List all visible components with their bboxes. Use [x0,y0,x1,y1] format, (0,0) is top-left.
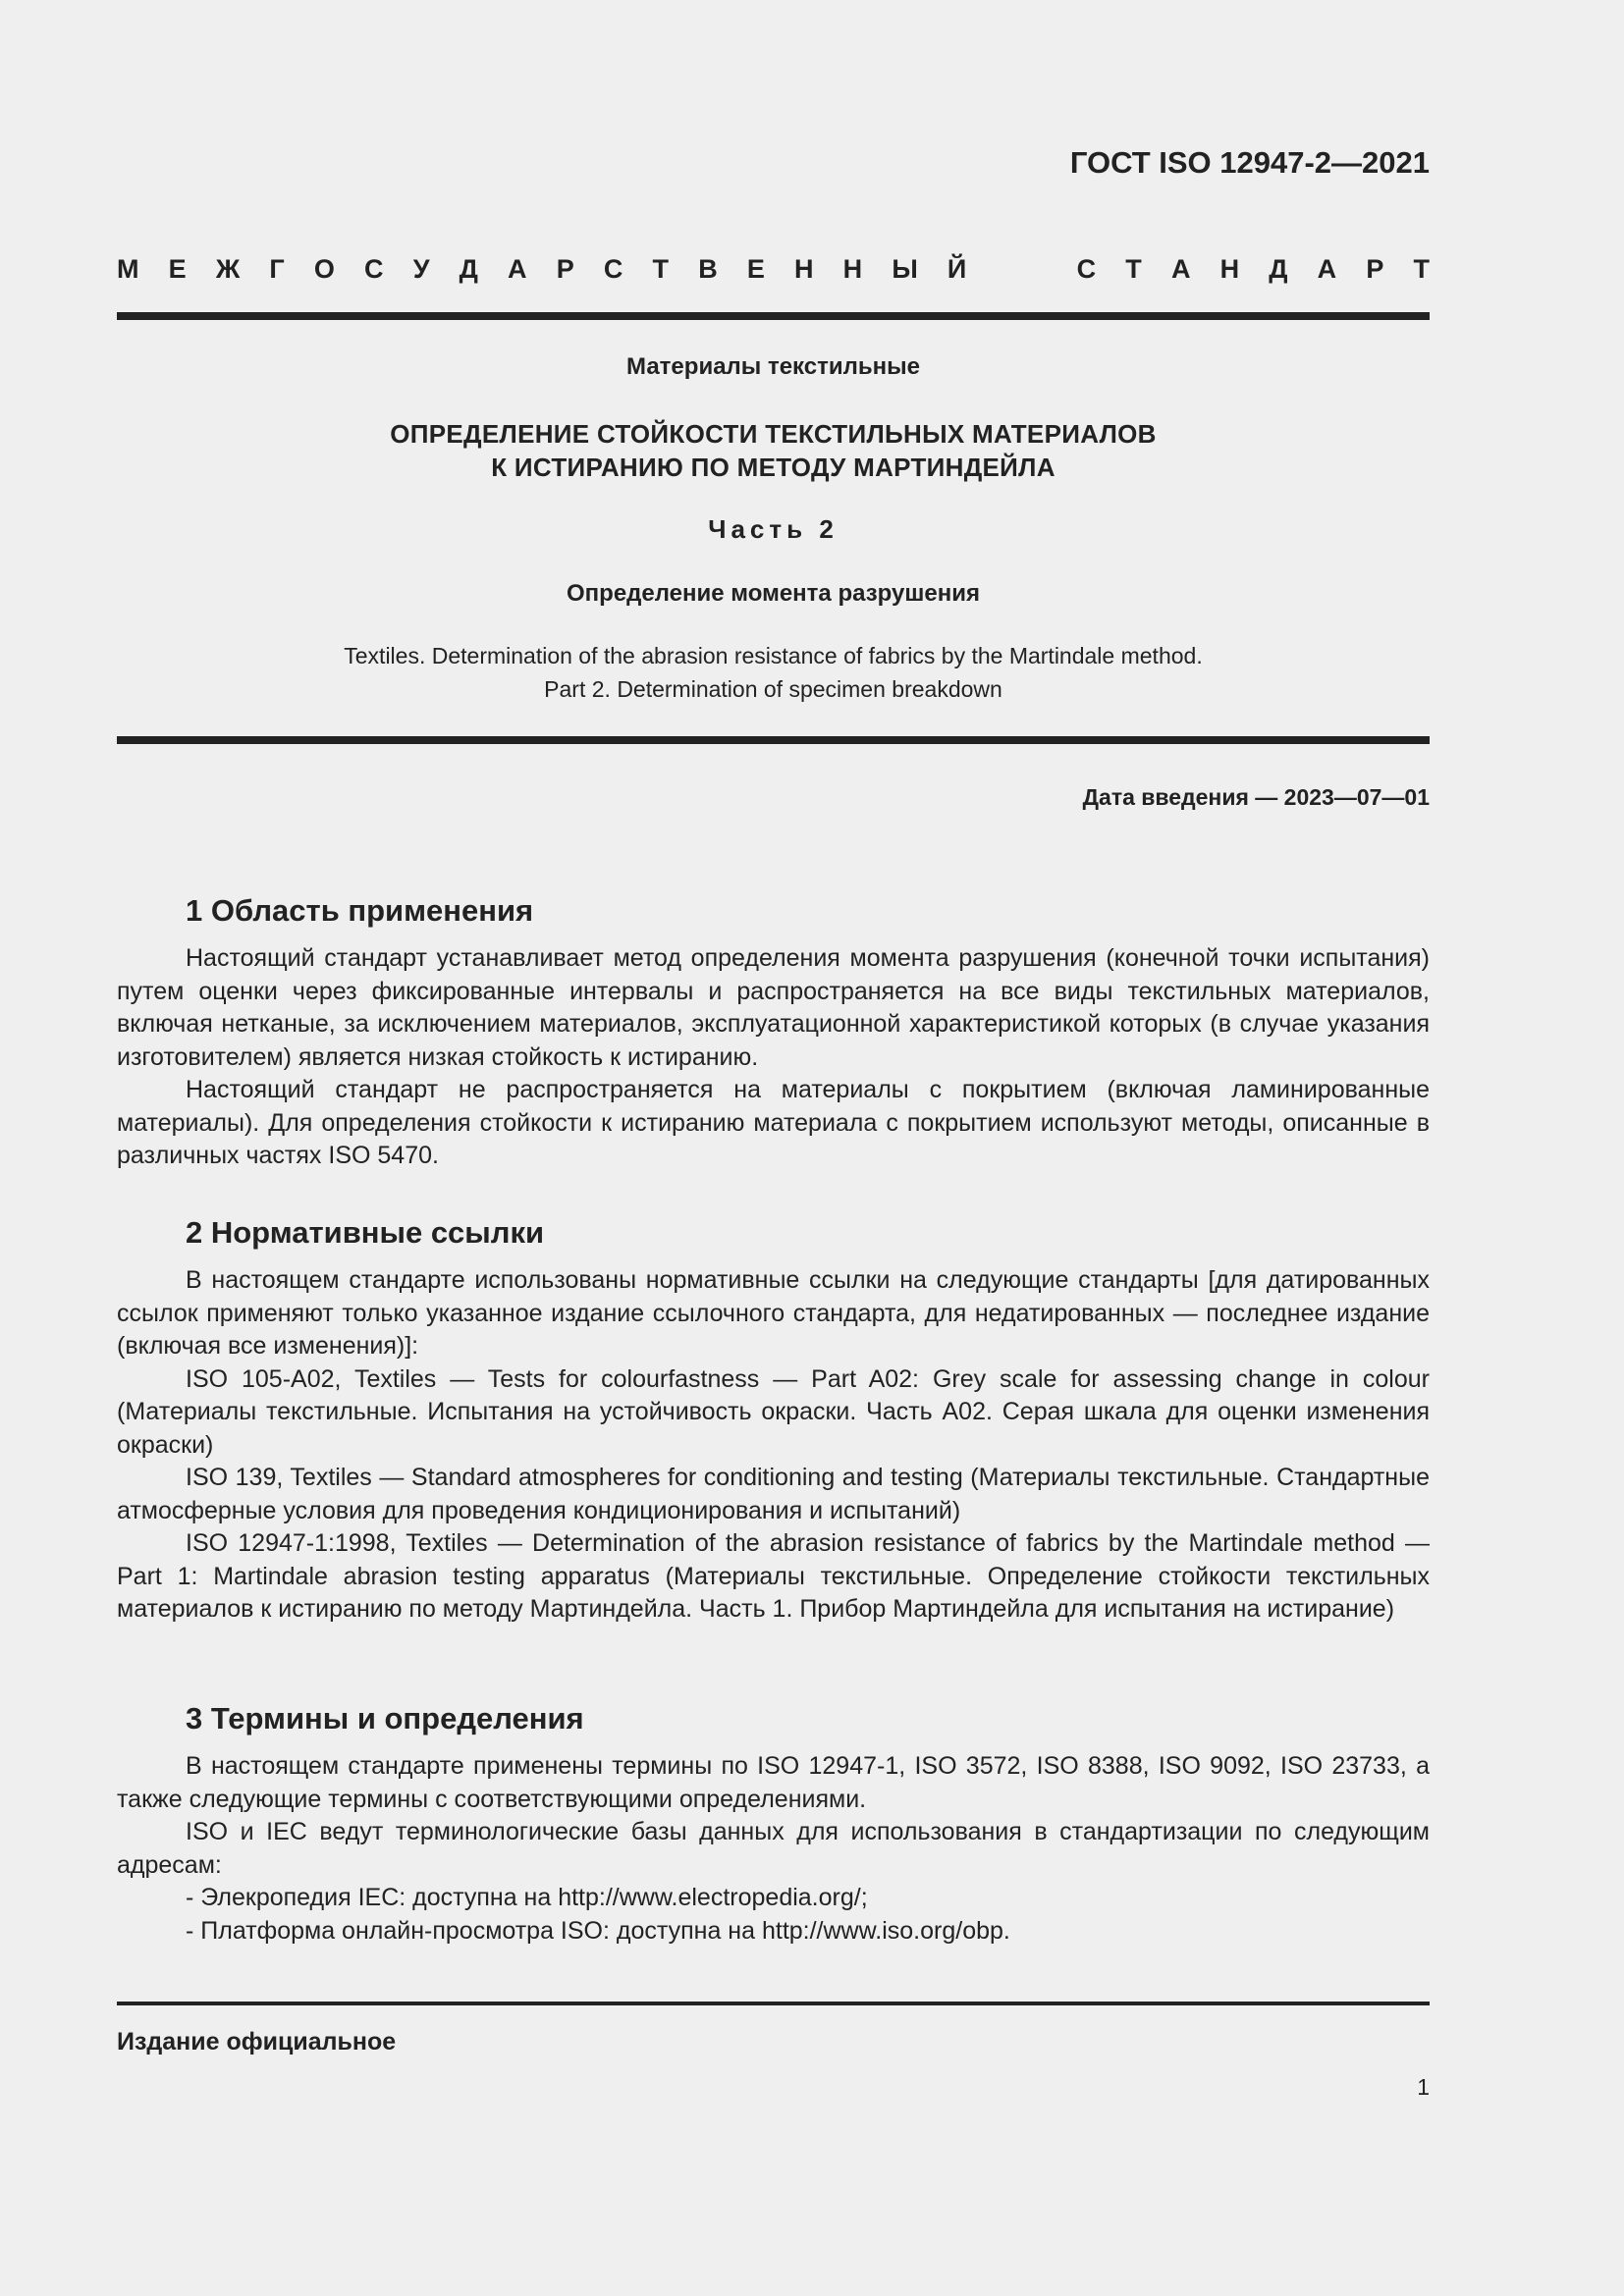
part-label: Часть 2 [708,514,839,544]
paragraph: В настоящем стандарте применены термины по ISO 12947-1, ISO 3572, ISO 8388, ISO 9092, ISO 23733, а также следующие термины с соответствующими определениями. [117,1752,1430,1813]
header-letter: Д [459,254,478,284]
header-letter: С [603,254,623,284]
header-letter: У [412,254,430,284]
header-letter: Р [556,254,574,284]
paragraph: Настоящий стандарт не распространяется на материалы с покрытием (включая ламинированные материалы). Для определения стойкости к истиранию материала с покрытием используют методы, описанные в различных частях ISO 5470. [117,1076,1430,1169]
paragraph: В настоящем стандарте использованы нормативные ссылки на следующие стандарты [для датированных ссылок применяют только указанное издание ссылочного стандарта, для недатированных — последнее издание (включая все изменения)]: [117,1266,1430,1360]
english-title-line-1: Textiles. Determination of the abrasion resistance of fabrics by the Martindale method. [344,643,1203,668]
header-letter: Н [794,254,814,284]
header-letter: Н [842,254,863,284]
reference-item: ISO 105-A02, Textiles — Tests for colourfastness — Part A02: Grey scale for assessing change in colour (Материалы текстильные. Испытания на устойчивость окраски. Часть А02. Серая шкала для оценки изменения окраски) [117,1364,1430,1459]
header-letter: Д [1269,254,1288,284]
introduction-date: Дата введения — 2023—07—01 [1082,784,1430,810]
section-normative-references [117,1213,1430,1627]
title-line-1: ОПРЕДЕЛЕНИЕ СТОЙКОСТИ ТЕКСТИЛЬНЫХ МАТЕРИАЛОВ [390,419,1157,449]
page-number: 1 [1417,2074,1430,2100]
header-letter: С [364,254,384,284]
header-letter: В [698,254,718,284]
header-letter: Ж [215,254,241,284]
header-letter: О [313,254,335,284]
header-letter: Н [1219,254,1240,284]
header-letter: Т [1125,254,1142,284]
paragraph: ISO и IEC ведут терминологические базы данных для использования в стандартизации по следующим адресам: [117,1818,1430,1879]
paragraph: Настоящий стандарт устанавливает метод определения момента разрушения (конечной точки испытания) путем оценки через фиксированные интервалы и распространяется на все виды текстильных материалов, включая нетканые, за исключением материалов, эксплуатационной характеристикой которых (в случае указания изготовителем) является низкая стойкость к истиранию. [117,944,1430,1071]
list-item: - Платформа онлайн-просмотра ISO: доступна на http://www.iso.org/obp. [186,1916,1010,1945]
section-heading: 2 Нормативные ссылки [186,1215,545,1250]
header-letter: Е [168,254,187,284]
standard-type-header [117,254,1430,285]
english-title [117,639,1430,706]
header-letter: Т [1413,254,1430,284]
reference-item: ISO 139, Textiles — Standard atmospheres for conditioning and testing (Материалы текстильные. Стандартные атмосферные условия для проведения кондиционирования и испытаний) [117,1464,1430,1524]
header-letter: Е [746,254,765,284]
part-title: Определение момента разрушения [567,580,980,607]
header-letter: Г [269,254,285,284]
document-number: ГОСТ ISO 12947-2—2021 [1069,145,1430,180]
header-letter: С [1076,254,1097,284]
header-letter: М [117,254,139,284]
header-letter: А [1170,254,1191,284]
section-terms-definitions [117,1699,1430,1948]
header-letter: Ы [892,254,918,284]
document-title [117,417,1430,484]
header-letter: Й [947,254,967,284]
section-scope [117,891,1430,1173]
header-letter: А [1317,254,1337,284]
header-letter: Р [1366,254,1384,284]
list-item: - Элекропедия IEC: доступна на http://www.electropedia.org/; [186,1884,868,1911]
english-title-line-2: Part 2. Determination of specimen breakdown [544,676,1002,702]
header-rule [117,312,1430,320]
title-block-rule [117,736,1430,744]
header-word-gap [996,254,1047,285]
header-letter: А [508,254,527,284]
title-line-2: К ИСТИРАНИЮ ПО МЕТОДУ МАРТИНДЕЙЛА [491,453,1056,482]
section-heading: 1 Область применения [186,893,534,928]
section-heading: 3 Термины и определения [186,1701,584,1735]
header-letter: Т [652,254,670,284]
footer-rule [117,2002,1430,2005]
official-edition-label: Издание официальное [117,2028,397,2056]
document-subject: Материалы текстильные [626,353,920,380]
reference-item: ISO 12947-1:1998, Textiles — Determination of the abrasion resistance of fabrics by the Martindale method — Part 1: Martindale abrasion testing apparatus (Материалы текстильные. Определение стойкости текстильных материалов к истиранию по методу Мартиндейла. Часть 1. Прибор Мартиндейла для испытания на истирание) [117,1529,1430,1623]
